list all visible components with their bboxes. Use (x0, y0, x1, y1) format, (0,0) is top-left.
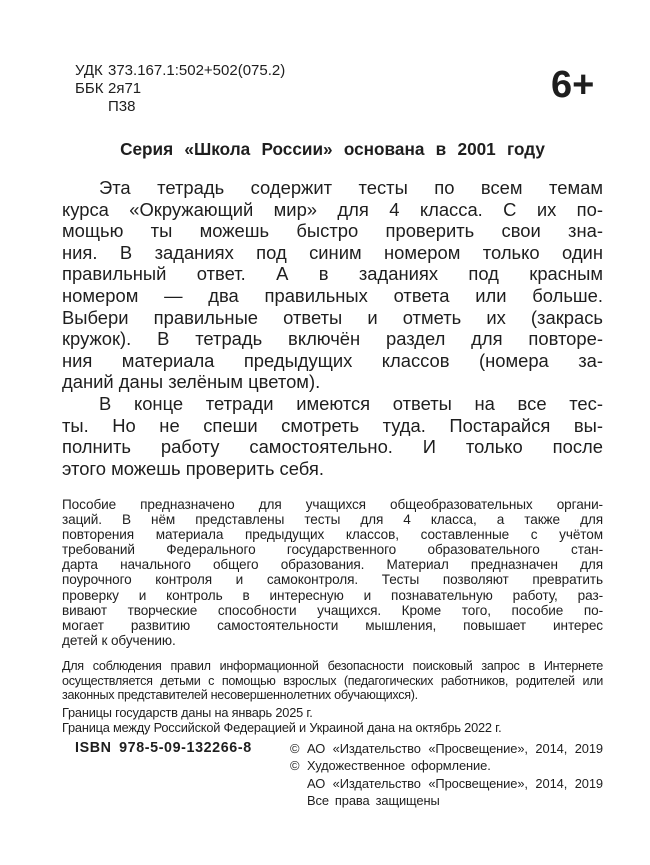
intro-text (62, 177, 603, 479)
bbk-row (75, 80, 285, 98)
text-line: Эта тетрадь содержит тесты по всем темам (99, 177, 603, 198)
text-line: этого можешь проверить себя. (62, 457, 324, 479)
intro-paragraph-2 (62, 393, 603, 479)
copyright-icon: © (290, 741, 300, 756)
text-line: даний даны зелёным цветом). (62, 371, 321, 393)
text-line: ния. В заданиях под синим номером только один (62, 241, 603, 263)
udk-label: УДК (75, 62, 103, 79)
text-line: заций. В нём представлены тесты для 4 класса, а также для (62, 512, 603, 528)
text-line: могает развитию самостоятельности мышления, повышает интерес (62, 617, 603, 633)
copyright-text: АО «Издательство «Просвещение», 2014, 2019 (307, 741, 603, 756)
safety-note (62, 659, 603, 703)
text-line: Пособие предназначено для учащихся общеобразовательных органи- (62, 497, 603, 512)
copyright-icon: © (290, 758, 300, 774)
copyright-text: АО «Издательство «Просвещение», 2014, 2019 (307, 775, 603, 791)
text-line: законных представителей несовершеннолетних обучающихся). (62, 688, 418, 703)
author-code-value: П38 (108, 98, 136, 115)
borders-note (62, 706, 603, 735)
copyright-line (290, 792, 603, 809)
text-line: Выбери правильные ответы и отметь их (закрась (62, 306, 603, 328)
text-line: курса «Окружающий мир» для 4 класса. С их по- (62, 198, 603, 220)
isbn: ISBN 978-5-09-132266-8 (75, 740, 252, 756)
copyright-line (290, 740, 603, 757)
text-line: Для соблюдения правил информационной безопасности поисковый запрос в Интернете (62, 659, 603, 673)
text-line: поурочного контроля и самоконтроля. Тесты позволяют превратить (62, 572, 603, 588)
text-line: требований Федерального государственного образовательного стан- (62, 542, 603, 558)
udk-row (75, 62, 285, 80)
borders-note-line1: Границы государств даны на январь 2025 г. (62, 705, 313, 720)
text-line: правильный ответ. А в заданиях под красным (62, 263, 603, 285)
copyright-text: Художественное оформление. (307, 758, 491, 774)
age-rating-badge: 6+ (551, 64, 595, 106)
text-line: дарта начального общего образования. Материал предназначен для (62, 557, 603, 573)
udk-value: 373.167.1:502+502(075.2) (108, 62, 286, 79)
bbk-label: ББК (75, 80, 104, 97)
text-line: ты. Но не спеши смотреть туда. Постарайся вы- (62, 414, 603, 436)
text-line: повторения материала предыдущих классов, составленные с учётом (62, 527, 603, 543)
series-title: Серия «Школа России» основана в 2001 году (120, 139, 545, 159)
copyright-line (290, 775, 603, 792)
text-line: полнить работу самостоятельно. И только после (62, 436, 603, 458)
copyright-block (290, 740, 603, 810)
text-line: номером — два правильных ответа или больше. (62, 284, 603, 306)
author-code-row (75, 98, 285, 116)
annotation-text (62, 497, 603, 648)
text-line: детей к обучению. (62, 632, 176, 648)
bbk-value: 2я71 (108, 80, 142, 97)
text-line: проверку и контроль в интересную и познавательную работу, раз- (62, 587, 603, 603)
classification-block (75, 62, 285, 116)
text-line: В конце тетради имеются ответы на все тес- (99, 392, 603, 414)
text-line: ния материала предыдущих классов (номера за- (62, 349, 603, 371)
text-line: осуществляется детьми с помощью взрослых (педагогических работников, родителей или (62, 673, 603, 688)
copyright-line (290, 757, 603, 774)
text-line: кружок). В тетрадь включён раздел для повторе- (62, 328, 603, 350)
intro-paragraph-1 (62, 177, 603, 393)
borders-note-line2: Граница между Российской Федерацией и Украиной дана на октябрь 2022 г. (62, 719, 502, 735)
text-line: вивают творческие способности учащихся. Кроме того, пособие по- (62, 602, 603, 618)
copyright-text: Все права защищены (307, 793, 440, 809)
text-line: мощью ты можешь быстро проверить свои зна- (62, 220, 603, 242)
